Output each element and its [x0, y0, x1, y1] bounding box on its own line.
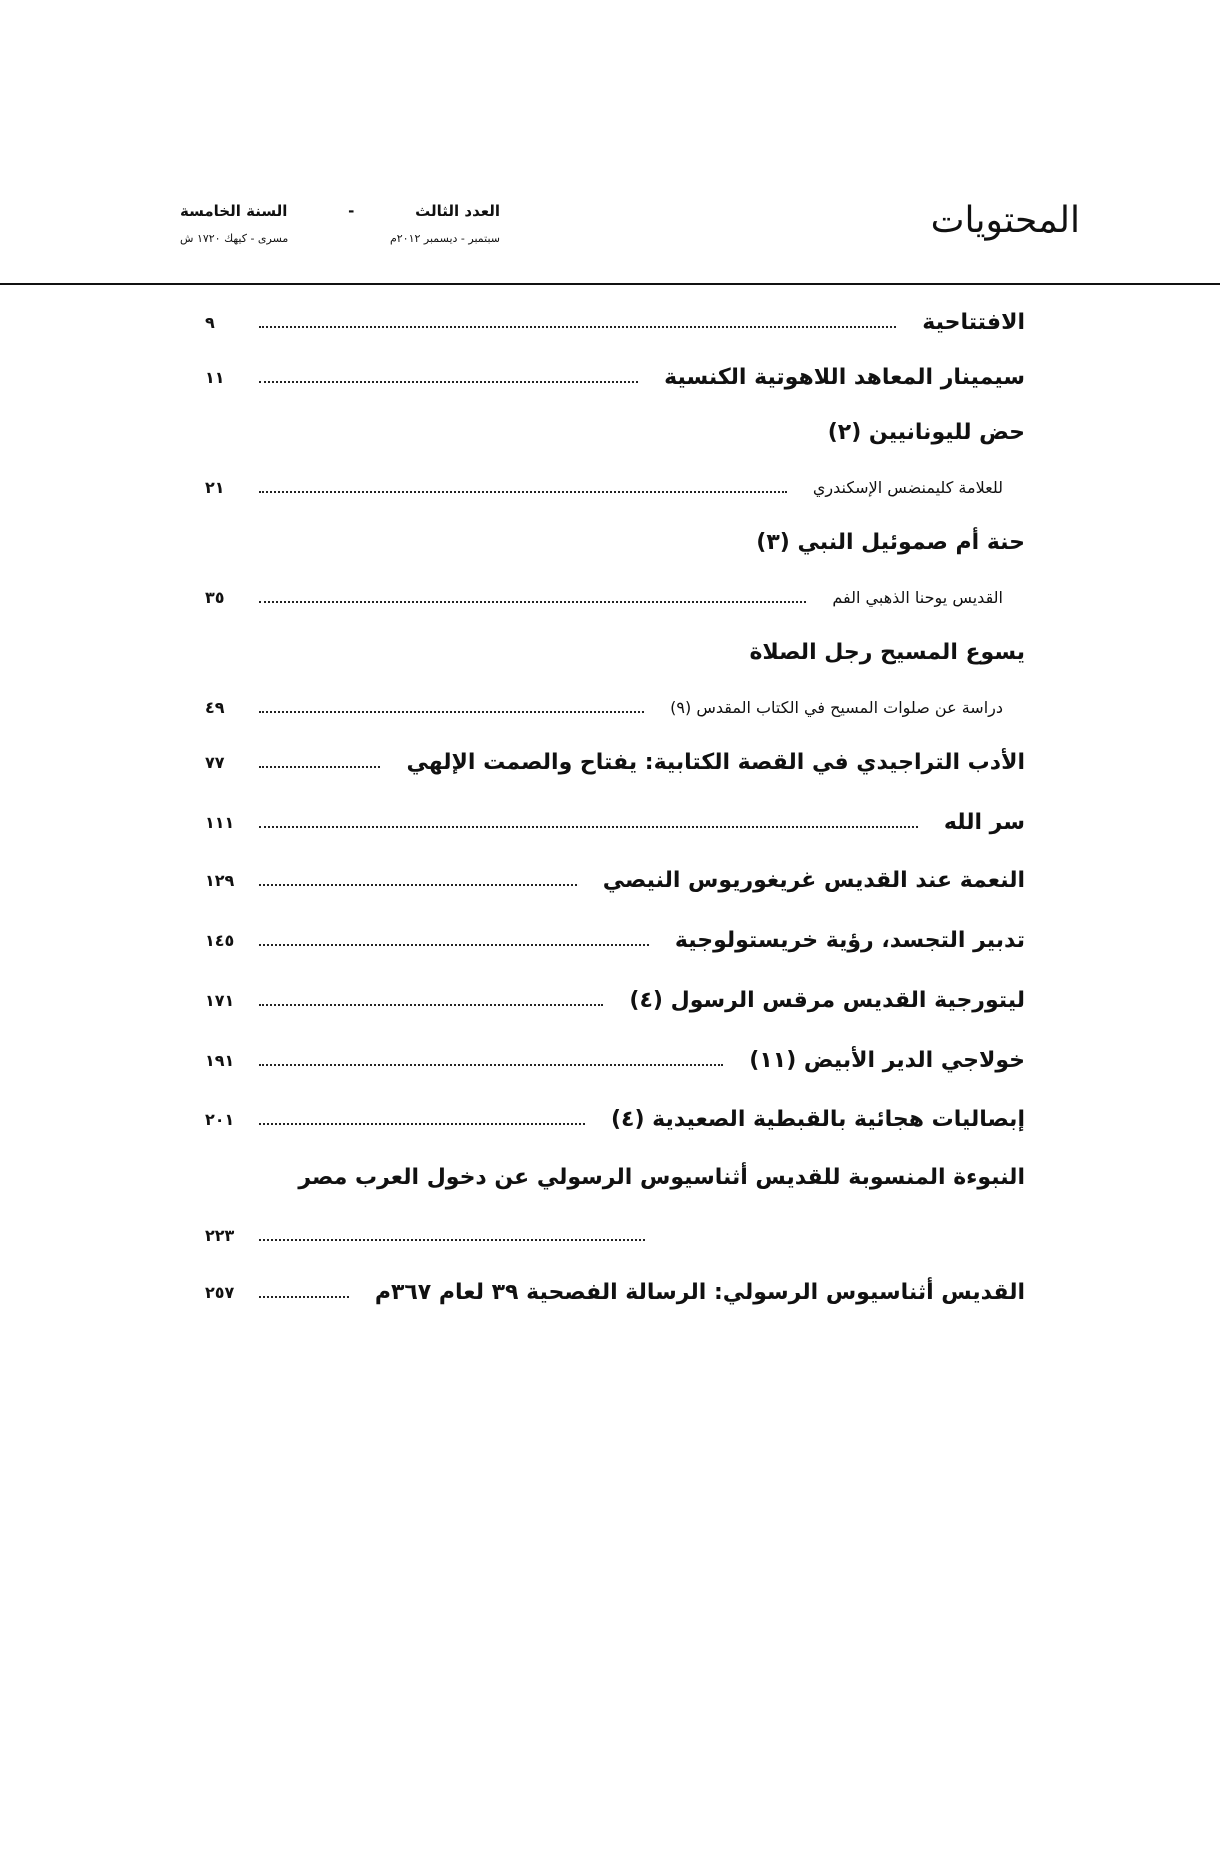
toc-title: سر الله [943, 809, 1025, 835]
toc-page-number: ١٢٩ [205, 870, 235, 890]
dot-leader [259, 711, 644, 713]
toc-title: النبوءة المنسوبة للقديس أثناسيوس الرسولي عن دخول العرب مصر [298, 1164, 1025, 1190]
issue-line [180, 202, 500, 220]
toc-subtitle: دراسة عن صلوات المسيح في الكتاب المقدس (٩) [670, 697, 1003, 717]
toc-page-number: ٧٧ [205, 752, 225, 772]
issue-year: السنة الخامسة [180, 202, 288, 220]
toc-page-number: ١١ [205, 367, 225, 387]
toc-subrow [205, 575, 1025, 619]
gregorian-date: سبتمبر - ديسمبر ٢٠١٢م [389, 232, 500, 245]
toc-page-number: ٢١ [205, 477, 225, 497]
toc-title: القديس أثناسيوس الرسولي: الرسالة الفصحية ٣٩ لعام ٣٦٧م [374, 1279, 1025, 1305]
coptic-date: مسرى - كيهك ١٧٢٠ ش [180, 232, 289, 245]
toc-subtitle: القديس يوحنا الذهبي الفم [832, 587, 1003, 607]
toc-row [205, 355, 1025, 399]
toc-page-number: ١٩١ [205, 1050, 235, 1070]
toc-row [205, 300, 1025, 344]
dot-leader [259, 601, 806, 603]
toc-title: تدبير التجسد، رؤية خريستولوجية [674, 927, 1025, 953]
toc-heading [205, 1155, 1025, 1199]
toc-title: الافتتاحية [922, 309, 1025, 335]
issue-number: العدد الثالث [415, 202, 500, 220]
toc-page-number: ٤٩ [205, 697, 225, 717]
toc-row [205, 978, 1025, 1022]
toc-page-number: ١١١ [205, 812, 235, 832]
toc-title: سيمينار المعاهد اللاهوتية الكنسية [664, 364, 1025, 390]
toc-row [205, 1097, 1025, 1141]
toc-title: النعمة عند القديس غريغوريوس النيصي [602, 867, 1025, 893]
toc-page-number: ١٧١ [205, 990, 235, 1010]
toc-heading [205, 410, 1025, 454]
header-rule [0, 283, 1220, 285]
dot-leader [259, 1296, 349, 1298]
dot-leader [259, 1064, 723, 1066]
toc-row [205, 800, 1025, 844]
toc-heading [205, 630, 1025, 674]
toc-title: حض لليونانيين (٢) [827, 419, 1025, 445]
toc-page-number: ٩ [205, 312, 215, 332]
dot-leader [259, 491, 787, 493]
toc-page-number: ١٤٥ [205, 930, 235, 950]
toc-subtitle: للعلامة كليمنضس الإسكندري [812, 477, 1003, 497]
toc-row [205, 918, 1025, 962]
dot-leader [259, 826, 918, 828]
toc-title: ليتورجية القديس مرقس الرسول (٤) [629, 987, 1025, 1013]
dot-leader [259, 1239, 645, 1241]
toc-title: إبصاليات هجائية بالقبطية الصعيدية (٤) [610, 1106, 1025, 1132]
toc-heading [205, 520, 1025, 564]
toc-row [205, 740, 1025, 784]
toc-title: يسوع المسيح رجل الصلاة [749, 639, 1025, 665]
issue-separator: - [348, 202, 355, 220]
toc-title: الأدب التراجيدي في القصة الكتابية: يفتاح والصمت الإلهي [406, 749, 1025, 775]
dot-leader [259, 884, 577, 886]
page-title: المحتويات [930, 200, 1080, 241]
toc-title: حنة أم صموئيل النبي (٣) [756, 529, 1025, 555]
toc-row [205, 1038, 1025, 1082]
toc-subrow [205, 685, 1025, 729]
issue-info [180, 202, 500, 245]
toc-page-number: ٣٥ [205, 587, 225, 607]
toc-continuation-row [205, 1213, 1025, 1257]
toc-subrow [205, 465, 1025, 509]
toc-row [205, 1270, 1025, 1314]
dot-leader [259, 326, 896, 328]
dot-leader [259, 381, 638, 383]
toc-page-number: ٢٢٣ [205, 1225, 235, 1245]
dot-leader [259, 766, 380, 768]
toc-page-number: ٢٠١ [205, 1109, 235, 1129]
toc-title: خولاجي الدير الأبيض (١١) [749, 1047, 1025, 1073]
toc-page-number: ٢٥٧ [205, 1282, 235, 1302]
dot-leader [259, 1123, 585, 1125]
dot-leader [259, 1004, 603, 1006]
date-line [180, 232, 500, 245]
toc-row [205, 858, 1025, 902]
dot-leader [259, 944, 649, 946]
